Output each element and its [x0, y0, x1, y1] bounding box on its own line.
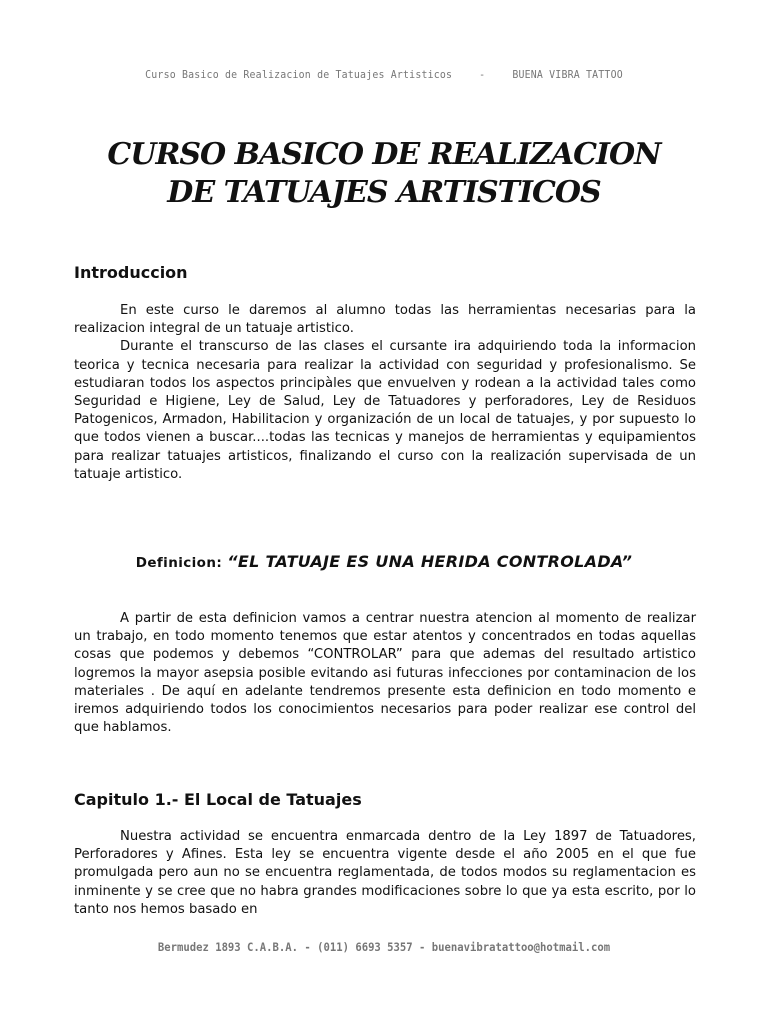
header-course-title: Curso Basico de Realizacion de Tatuajes Artisticos — [145, 68, 453, 81]
definition-line — [0, 552, 768, 571]
header-studio-name: BUENA VIBRA TATTOO — [512, 68, 623, 81]
running-header — [38, 68, 729, 81]
chapter-1-body — [74, 828, 696, 919]
page-footer: Bermudez 1893 C.A.B.A. - (011) 6693 5357 - buenavibratattoo@hotmail.com — [157, 940, 611, 954]
document-title — [0, 136, 768, 212]
definition-paragraph: A partir de esta definicion vamos a centrar nuestra atencion al momento de realizar un trabajo, en todo momento tenemos que estar atentos y concentrados en todas aquellas cosas que podemos y debemos “CONTROLAR” para que ademas del resultado artistico logremos la mayor asepsia posible evitando asi futuras infecciones por contaminacion de los materiales . De aquí en adelante tendremos presente esta definicion en todo momento e iremos adquiriendo todos los conocimientos necesarios para poder realizar ese control del que hablamos. — [74, 611, 696, 736]
header-separator: - — [479, 68, 486, 81]
intro-paragraph-1: En este curso le daremos al alumno todas las herramientas necesarias para la realizacion integral de un tatuaje artistico. — [74, 303, 696, 337]
intro-heading: Introduccion — [74, 263, 188, 282]
definition-quote: “EL TATUAJE ES UNA HERIDA CONTROLADA” — [227, 552, 633, 571]
chapter-1-paragraph: Nuestra actividad se encuentra enmarcada dentro de la Ley 1897 de Tatuadores, Perforadores y Afines. Esta ley se encuentra vigente desde el año 2005 en el que fue promulgada pero aun no se encuentra reglamentada, de todos modos su reglamentacion es inminente y se cree que no habra grandes modificaciones sobre lo que ya esta escrito, por lo tanto nos hemos basado en — [74, 829, 696, 917]
intro-body — [74, 302, 696, 484]
chapter-1-heading: Capitulo 1.- El Local de Tatuajes — [74, 790, 362, 809]
definition-body — [74, 610, 696, 737]
intro-paragraph-2: Durante el transcurso de las clases el cursante ira adquiriendo toda la informacion teorica y tecnica necesaria para realizar la actividad con seguridad y profesionalismo. Se estudiaran todos los aspectos principàles que envuelven y rodean a la actividad tales como Seguridad e Higiene, Ley de Salud, Ley de Tatuadores y perforadores, Ley de Residuos Patogenicos, Armadon, Habilitacion y organización de un local de tatuajes, y por supuesto lo que todos vienen a buscar....todas las tecnicas y manejos de herramientas y equipamientos para realizar tatuajes artisticos, finalizando el curso con la realización supervisada de un tatuaje artistico. — [74, 339, 696, 482]
title-line-2: DE TATUAJES ARTISTICOS — [167, 175, 601, 210]
definition-label: Definicion: — [135, 555, 223, 571]
title-line-1: CURSO BASICO DE REALIZACION — [107, 137, 661, 172]
